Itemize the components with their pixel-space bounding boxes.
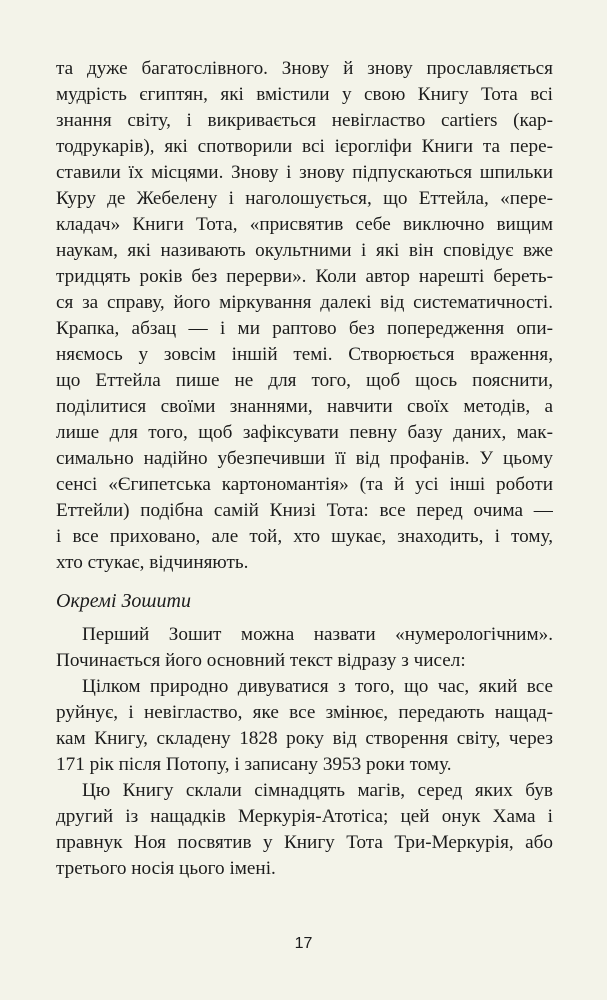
text-line: кладач» Книги Тота, «присвятив себе виключно вищим [56,214,553,235]
text-line: ся за справу, його міркування далекі від систематичності. [56,292,553,313]
text-line: Еттейли) подібна самій Книзі Тота: все перед очима — [56,500,553,521]
text-line: сенсі «Єгипетська картономантія» (та й усі інші роботи [56,474,553,495]
text-line: Перший Зошит можна назвати «нумерологічним». [82,624,553,645]
text-line: кам Книгу, складену 1828 року від створення світу, через [56,728,553,749]
text-line: мудрість єгиптян, які вмістили у свою Книгу Тота всі [56,84,553,105]
text-line: Починається його основний текст відразу з чисел: [56,650,466,671]
text-line: 171 рік після Потопу, і записану 3953 роки тому. [56,754,452,775]
text-line: наукам, які називають окультними і які він сповідує вже [56,240,553,261]
text-line: другий із нащадків Меркурія-Атотіса; цей онук Хама і [56,806,553,827]
text-line: симально надійно убезпечивши її від профанів. У цьому [56,448,553,469]
text-line: Куру де Жебелену і наголошується, що Еттейла, «пере- [56,188,553,209]
page-number: 17 [294,935,313,952]
text-line: та дуже багатослівного. Знову й знову прославляється [56,58,553,79]
text-line: Цю Книгу склали сімнадцять магів, серед яких був [82,780,553,801]
text-line: руйнує, і невігластво, яке все змінює, передають нащад- [56,702,553,723]
text-line: третього носія цього імені. [56,858,276,879]
text-line: тодрукарів), які спотворили всі ієрогліфи Книги та пере- [56,136,553,157]
text-line: знання світу, і викривається невігластво cartiers (кар- [56,110,553,131]
text-line: Цілком природно дивуватися з того, що час, який все [82,676,553,697]
text-line: хто стукає, відчиняють. [56,552,249,573]
text-line: і все приховано, але той, хто шукає, знаходить, і тому, [56,526,553,547]
text-line: Крапка, абзац — і ми раптово без попередження опи- [56,318,553,339]
section-heading: Окремі Зошити [56,590,191,612]
text-line: лише для того, щоб зафіксувати певну базу даних, мак- [56,422,553,443]
text-line: няємось у зовсім іншій темі. Створюється враження, [56,344,553,365]
text-line: правнук Ноя посвятив у Книгу Тота Три-Меркурія, або [56,832,553,853]
text-line: тридцять років без перерви». Коли автор нарешті береть- [56,266,553,287]
text-line: що Еттейла пише не для того, щоб щось пояснити, [56,370,553,391]
text-line: поділитися своїми знаннями, навчити своїх методів, а [56,396,553,417]
text-line: ставили їх місцями. Знову і знову підпускаються шпильки [56,162,553,183]
